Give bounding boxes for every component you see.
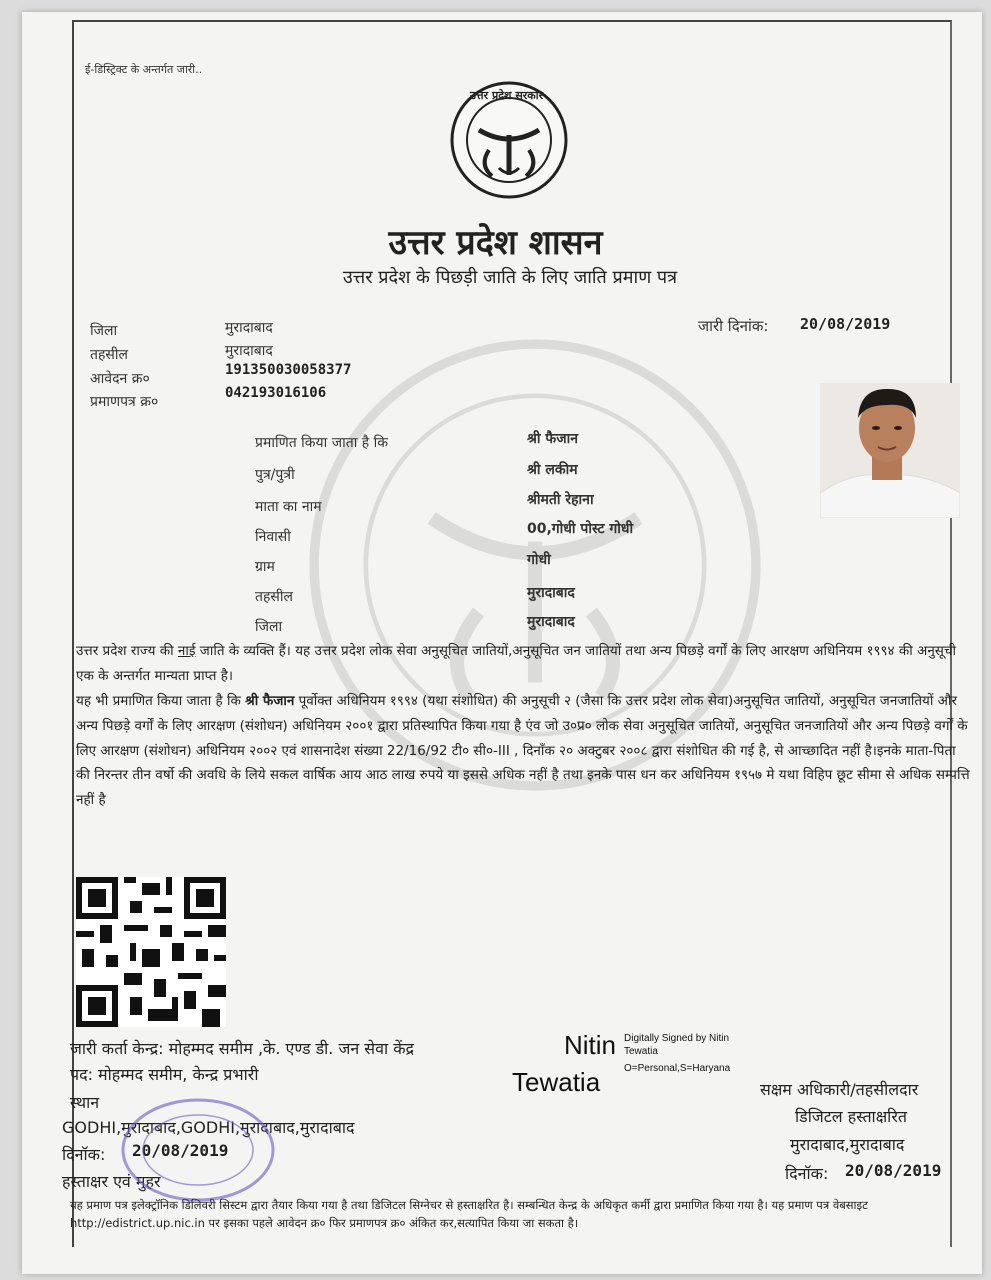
tehsil-value: मुरादाबाद xyxy=(225,343,273,359)
caste-name: नाई xyxy=(177,643,196,659)
detail-label-village: ग्राम xyxy=(255,559,275,575)
issue-date-label: जारी दिनांक: xyxy=(698,317,769,335)
detail-label-tehsil: तहसील xyxy=(255,589,293,605)
officer-title: सक्षम अधिकारी/तहसीलदार xyxy=(760,1080,919,1099)
issuer-sign-label: हस्ताक्षर एवं मुहर xyxy=(62,1172,161,1191)
para2-name: श्री फैजान xyxy=(245,693,295,709)
body-paragraph-2 xyxy=(76,689,971,813)
issuer-center: जारी कर्ता केन्द्र: मोहम्मद समीम ,के. एण्ड डी. जन सेवा केंद्र xyxy=(70,1039,415,1058)
digital-signature-last: Tewatia xyxy=(512,1067,601,1097)
official-stamp xyxy=(118,1095,278,1205)
digital-signature-first: Nitin xyxy=(564,1030,617,1060)
certificate-label: प्रमाणपत्र क्र० xyxy=(90,394,159,410)
detail-label-mother: माता का नाम xyxy=(255,499,322,515)
detail-value-name: श्री फैजान xyxy=(527,431,578,447)
body-paragraph-1 xyxy=(76,639,971,689)
district-label: जिला xyxy=(90,323,118,339)
para2-pre: यह भी प्रमाणित किया जाता है कि xyxy=(76,693,246,709)
para1-post: जाति के व्यक्ति हैं। यह उत्तर प्रदेश लोक सेवा अनुसूचित जातियों,अनुसूचित जन जातियों तथा अन्य पिछड़े वर्गों के लिए आरक्षण अधिनियम १९९४ की अनुसूची एक के अन्तर्गत मान्यता प्राप्त है। xyxy=(76,643,957,684)
header-note: ई-डिस्ट्रिक्ट के अन्तर्गत जारी.. xyxy=(85,63,203,76)
application-label: आवेदन क्र० xyxy=(90,371,150,387)
para1-pre: उत्तर प्रदेश राज्य की xyxy=(76,643,178,659)
issuer-post: पद: मोहम्मद समीम, केन्द्र प्रभारी xyxy=(70,1065,259,1084)
tehsil-label: तहसील xyxy=(90,347,128,363)
detail-label-resident: निवासी xyxy=(255,529,291,545)
detail-value-mother: श्रीमती रेहाना xyxy=(527,492,594,508)
issuer-date-label: दिनॉक: xyxy=(62,1145,106,1164)
footer-note: यह प्रमाण पत्र इलेक्ट्रॉनिक डिलिवरी सिस्टम द्वारा तैयार किया गया है तथा डिजिटल सिग्नेचर से हस्ताक्षरित है। सम्बन्धित केन्द्र के अधिकृत कर्मी द्वारा प्रमाणित किया गया है। यह प्रमाण पत्र वेबसाइट http://edistrict.up.nic.in पर इसका पहले आवेदन क्र० फिर प्रमाणपत्र क्र० अंकित कर,सत्यापित किया जा सकता है। xyxy=(70,1198,868,1230)
certificate-number: 042193016106 xyxy=(225,385,327,401)
detail-label-certified: प्रमाणित किया जाता है कि xyxy=(255,435,389,451)
issuer-place-label: स्थान xyxy=(70,1093,100,1112)
para2-post: पूर्वोक्त अधिनियम १९९४ (यथा संशोधित) की अनुसूची २ (जैसा कि उत्तर प्रदेश लोक सेवा)अनुसूचित जातियों, अनुसूचित जनजातियों और अन्य पिछड़े वर्गों के लिए आरक्षण (संशोधन) अधिनियम २००१ द्वारा प्रतिस्थापित किया गया है एंव जो उ०प्र० लोक सेवा अनुसूचित जातियों, अनुसूचित जनजातियों और अन्य पिछड़े वर्गों के लिए आरक्षण (संशोधन) अधिनियम २००२ एवं शासनादेश संख्या 22/16/92 टी० सी०-III , दिनाँक २० अक्टुबर २००८ द्वारा संशोधित की गई है, से आच्छादित नहीं है।इनके माता-पिता की निरन्तर तीन वर्षो की अवधि के लिये सकल वार्षिक आय आठ लाख रुपये या इससे अधिक नहीं है तथा इनके पास धन कर अधिनियम १९५७ मे यथा विहिप छूट सीमा से अधिक सम्पत्ति नहीं है xyxy=(76,693,970,809)
detail-value-district: मुरादाबाद xyxy=(527,614,575,630)
detail-value-tehsil: मुरादाबाद xyxy=(527,585,575,601)
officer-sign: डिजिटल हस्ताक्षरित xyxy=(795,1107,907,1126)
detail-value-village: गोधी xyxy=(527,552,551,568)
officer-date-value: 20/08/2019 xyxy=(845,1161,942,1180)
detail-label-son-of: पुत्र/पुत्री xyxy=(255,467,295,483)
issuer-place-value: GODHI,मुरादाबाद,GODHI,मुरादाबाद,मुरादाबाद xyxy=(62,1118,355,1137)
detail-value-father: श्री लकीम xyxy=(527,462,578,478)
digital-signature-line1: Digitally Signed by Nitin xyxy=(624,1033,730,1044)
digital-signature-line2: Tewatia xyxy=(624,1046,658,1057)
emblem-text: उत्तर प्रदेश सरकार xyxy=(470,89,544,102)
issue-date-value: 20/08/2019 xyxy=(800,315,891,333)
detail-label-district: जिला xyxy=(255,619,283,635)
page-title: उत्तर प्रदेश शासन xyxy=(388,223,603,263)
issuer-date-value: 20/08/2019 xyxy=(132,1141,229,1160)
application-number: 191350030058377 xyxy=(225,362,352,378)
officer-date-label: दिनॉक: xyxy=(785,1164,829,1183)
qr-code xyxy=(76,877,226,1027)
page-subtitle: उत्तर प्रदेश के पिछड़ी जाति के लिए जाति प्रमाण पत्र xyxy=(342,267,678,288)
detail-value-resident: 00,गोधी पोस्ट गोधी xyxy=(527,521,634,537)
digital-signature-line3: O=Personal,S=Haryana xyxy=(624,1063,731,1074)
officer-place: मुरादाबाद,मुरादाबाद xyxy=(790,1135,905,1154)
applicant-photo xyxy=(820,383,960,518)
district-value: मुरादाबाद xyxy=(225,320,273,336)
